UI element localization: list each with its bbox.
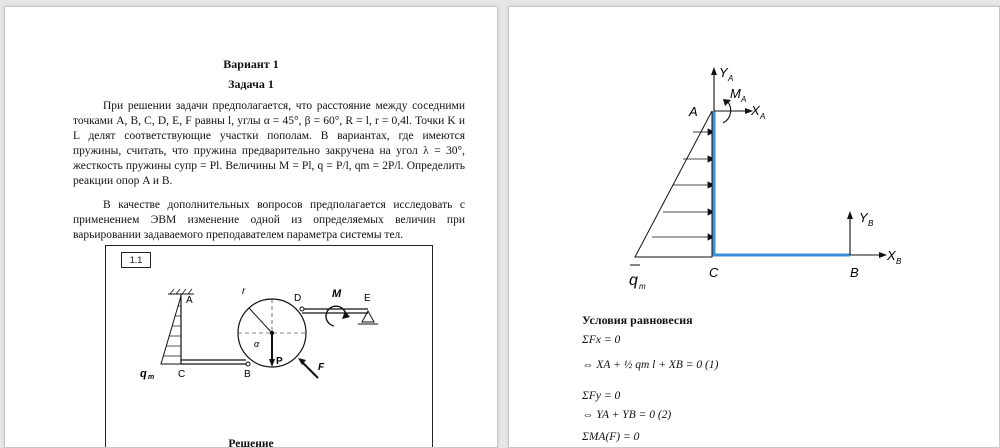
section-title: Условия равновесия	[582, 313, 693, 327]
solution-heading: Решение	[228, 438, 274, 448]
label-ya: Y	[719, 65, 728, 80]
equation-3: ΣFy = 0	[582, 390, 621, 402]
label-qm-sub: m	[148, 374, 155, 381]
label-e: E	[364, 293, 371, 304]
label-alpha: α	[254, 339, 260, 349]
paragraph-1-text: При решении задачи предполагается, что расстояние между соседними точками A, B, C, D, E, F равны l, углы α = 45°, β = 60°, R = l, r = 0,4l. Точки K и L делят соответствующие участки пополам. В вариантах, где имеются пружины, считать, что пружина предварительно закручена на угол λ = 30°, жесткость пружины cупр = Pl. Величины M = Pl, q = P/l, qm = 2P/l. Определить реакции опор A и B.	[73, 100, 465, 187]
label-a: A	[689, 104, 698, 119]
triangular-load	[635, 111, 712, 257]
task-title: Задача 1	[228, 77, 274, 91]
label-d: D	[294, 293, 302, 304]
figure-1-1	[105, 245, 433, 448]
paragraph-2-text: В качестве дополнительных вопросов предполагается исследовать с применением ЭВМ изменение одной из определяемых величин при варьировании задаваемого преподавателем параметра системы тел.	[73, 199, 465, 241]
reaction-ma	[723, 101, 731, 123]
label-qm-sub: m	[639, 282, 646, 291]
label-b: B	[850, 265, 859, 280]
mechanism-diagram	[106, 246, 432, 448]
paragraph-2	[73, 198, 465, 243]
force-f	[302, 362, 318, 378]
label-xb-sub: B	[896, 257, 902, 266]
free-body-diagram	[509, 7, 999, 307]
label-m: M	[332, 288, 342, 300]
paragraph-1	[73, 99, 465, 189]
label-yb-sub: B	[868, 219, 874, 228]
label-ya-sub: A	[728, 74, 734, 83]
label-b: B	[244, 369, 251, 380]
label-c: C	[178, 369, 186, 380]
page-left	[4, 6, 498, 448]
equation-4: ⇔ YA + YB = 0 (2)	[582, 409, 672, 421]
label-qm: q	[140, 368, 147, 380]
radius-r	[249, 308, 272, 333]
label-a: A	[186, 295, 193, 306]
equation-5: ΣMA(F) = 0	[582, 431, 640, 443]
label-ma-sub: A	[741, 95, 747, 104]
label-ma: M	[730, 86, 741, 101]
label-xb: X	[887, 248, 896, 263]
label-c: C	[709, 265, 719, 280]
label-f: F	[318, 362, 325, 373]
label-xa-sub: A	[760, 112, 766, 121]
frame-structure	[714, 111, 850, 255]
variant-title: Вариант 1	[223, 57, 279, 71]
label-r: r	[242, 286, 246, 297]
label-yb: Y	[859, 210, 868, 225]
figure-label: 1.1	[121, 252, 151, 268]
label-p: P	[276, 356, 283, 367]
equation-2: ⇔ XA + ½ qm l + XB = 0 (1)	[582, 359, 719, 371]
label-xa: X	[751, 103, 760, 118]
page-right	[508, 6, 1000, 448]
label-qm: q	[629, 272, 638, 289]
equation-1: ΣFx = 0	[582, 334, 621, 346]
